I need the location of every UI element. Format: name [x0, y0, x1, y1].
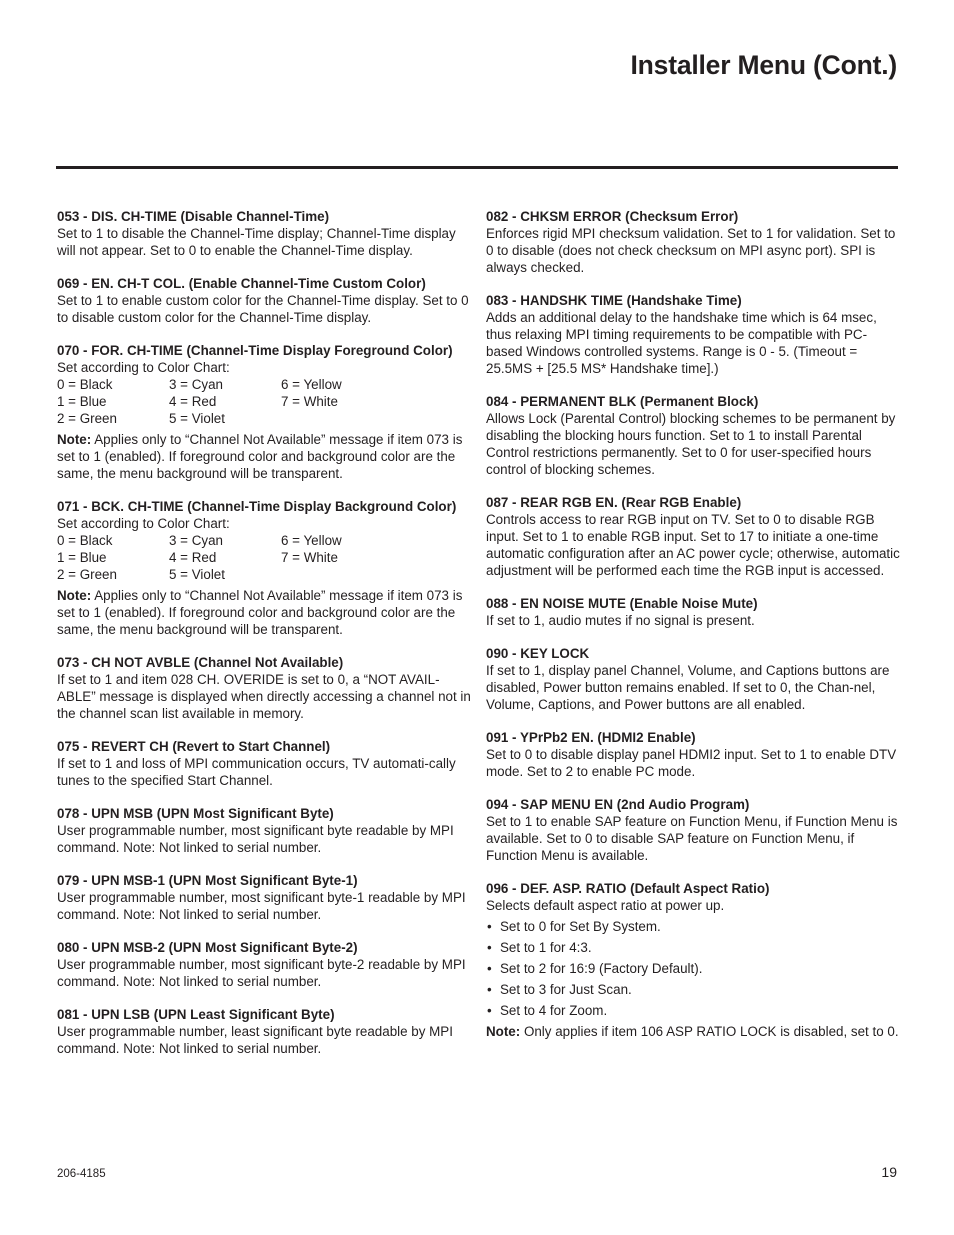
menu-item-description: Enforces rigid MPI checksum validation. Set to 1 for validation. Set to 0 to disable (does not check checksum on MPI async port). SPI is always checked.: [486, 226, 896, 275]
menu-item-heading: 071 - BCK. CH-TIME (Channel-Time Display Background Color): [57, 499, 457, 514]
color-chart-entry: 0 = Black: [57, 533, 113, 548]
color-chart-entry: 7 = White: [281, 550, 338, 565]
color-chart-entry: 3 = Cyan: [169, 377, 223, 392]
option-list-item: [486, 960, 902, 977]
menu-item-section: [57, 654, 477, 722]
page-title: Installer Menu (Cont.): [630, 50, 897, 80]
color-chart-entry: 5 = Violet: [169, 567, 225, 582]
menu-item-description: Set according to Color Chart:: [57, 360, 230, 375]
menu-item-section: [57, 498, 477, 638]
menu-item-heading: 081 - UPN LSB (UPN Least Significant Byte): [57, 1007, 335, 1022]
title-divider: [56, 166, 898, 169]
menu-item-heading: 088 - EN NOISE MUTE (Enable Noise Mute): [486, 596, 758, 611]
menu-item-heading: 053 - DIS. CH-TIME (Disable Channel-Time): [57, 209, 330, 224]
menu-item-section: [486, 796, 902, 864]
note-text: [486, 1023, 902, 1040]
menu-item-section: [57, 872, 477, 923]
bullet-icon: •: [487, 961, 492, 976]
option-text: Set to 3 for Just Scan.: [500, 982, 632, 997]
menu-item-heading: 096 - DEF. ASP. RATIO (Default Aspect Ratio): [486, 881, 770, 896]
note-text: [57, 431, 477, 482]
menu-item-description: User programmable number, most significant byte readable by MPI command. Note: Not linked to serial number.: [57, 823, 454, 855]
color-chart-entry: 1 = Blue: [57, 394, 107, 409]
menu-item-description: Set to 1 to enable SAP feature on Function Menu, if Function Menu is available. Set to 0 to disable SAP feature on Function Menu, if Function Menu is available.: [486, 814, 898, 863]
menu-item-section: [57, 805, 477, 856]
document-number: 206-4185: [57, 1168, 106, 1180]
menu-item-description: User programmable number, least significant byte readable by MPI command. Note: Not linked to serial number.: [57, 1024, 453, 1056]
menu-item-section: [57, 275, 477, 326]
menu-item-heading: 070 - FOR. CH-TIME (Channel-Time Display Foreground Color): [57, 343, 453, 358]
color-chart-row: [57, 376, 477, 393]
color-chart-entry: 6 = Yellow: [281, 377, 342, 392]
color-chart-entry: 5 = Violet: [169, 411, 225, 426]
option-list: [486, 918, 902, 1019]
menu-item-section: [57, 939, 477, 990]
option-list-item: [486, 1002, 902, 1019]
note-label: Note:: [486, 1024, 521, 1039]
menu-item-description: Set to 1 to enable custom color for the Channel-Time display. Set to 0 to disable custom color for the Channel-Time display.: [57, 293, 469, 325]
color-chart-row: [57, 393, 477, 410]
color-chart-row: [57, 549, 477, 566]
menu-item-heading: 069 - EN. CH-T COL. (Enable Channel-Time Custom Color): [57, 276, 426, 291]
menu-item-description: Controls access to rear RGB input on TV. Set to 0 to disable RGB input. Set to 1 to enable RGB input. Set to 17 to initiate a one-time automatic configuration after an AC power cycle; otherwise, automatic adjustment will be performed each time the RGB input is accessed.: [486, 512, 900, 578]
color-chart-entry: 4 = Red: [169, 550, 217, 565]
color-chart-row: [57, 566, 477, 583]
note-label: Note:: [57, 588, 92, 603]
note-text: [57, 587, 477, 638]
color-chart: [57, 532, 477, 583]
page-number: 19: [881, 1164, 897, 1180]
note-label: Note:: [57, 432, 92, 447]
menu-item-heading: 091 - YPrPb2 EN. (HDMI2 Enable): [486, 730, 696, 745]
option-text: Set to 4 for Zoom.: [500, 1003, 608, 1018]
color-chart-entry: 1 = Blue: [57, 550, 107, 565]
color-chart-entry: 0 = Black: [57, 377, 113, 392]
menu-item-section: [486, 208, 902, 276]
menu-item-description: User programmable number, most significant byte-2 readable by MPI command. Note: Not linked to serial number.: [57, 957, 466, 989]
menu-item-description: If set to 1, audio mutes if no signal is present.: [486, 613, 755, 628]
menu-item-heading: 078 - UPN MSB (UPN Most Significant Byte): [57, 806, 334, 821]
note-body: Applies only to “Channel Not Available” message if item 073 is set to 1 (enabled). If foreground color and background color are the same, the menu background will be transparent.: [57, 432, 463, 481]
menu-item-section: [486, 645, 902, 713]
menu-item-description: Set to 1 to disable the Channel-Time display; Channel-Time display will not appear. Set to 0 to enable the Channel-Time display.: [57, 226, 456, 258]
left-column: [57, 208, 477, 1073]
menu-item-heading: 075 - REVERT CH (Revert to Start Channel): [57, 739, 331, 754]
menu-item-description: Adds an additional delay to the handshake time which is 64 msec, thus relaxing MPI timing requirements to be compatible with PC-based Windows controlled systems. Range is 0 - 5. (Timeout = 25.5MS + [25.5 MS* Handshake time].): [486, 310, 877, 376]
menu-item-heading: 080 - UPN MSB-2 (UPN Most Significant Byte-2): [57, 940, 358, 955]
menu-item-section: [486, 595, 902, 629]
color-chart-entry: 6 = Yellow: [281, 533, 342, 548]
note-body: Only applies if item 106 ASP RATIO LOCK is disabled, set to 0.: [520, 1024, 899, 1039]
option-list-item: [486, 981, 902, 998]
menu-item-section: [57, 738, 477, 789]
option-text: Set to 0 for Set By System.: [500, 919, 661, 934]
option-text: Set to 1 for 4:3.: [500, 940, 592, 955]
color-chart-entry: 7 = White: [281, 394, 338, 409]
color-chart-entry: 2 = Green: [57, 567, 117, 582]
menu-item-description: Set to 0 to disable display panel HDMI2 input. Set to 1 to enable DTV mode. Set to 2 to enable PC mode.: [486, 747, 897, 779]
menu-item-description: If set to 1 and loss of MPI communication occurs, TV automati-cally tunes to the specified Start Channel.: [57, 756, 456, 788]
menu-item-description: If set to 1 and item 028 CH. OVERIDE is set to 0, a “NOT AVAIL-ABLE” message is displayed when directly accessing a channel not in the channel scan list available in memory.: [57, 672, 471, 721]
menu-item-heading: 084 - PERMANENT BLK (Permanent Block): [486, 394, 759, 409]
menu-item-section: [486, 880, 902, 1040]
menu-item-section: [486, 494, 902, 579]
menu-item-heading: 083 - HANDSHK TIME (Handshake Time): [486, 293, 742, 308]
menu-item-description: Selects default aspect ratio at power up.: [486, 898, 725, 913]
menu-item-description: If set to 1, display panel Channel, Volume, and Captions buttons are disabled, Power button remains enabled. If set to 0, the Chan-nel, Volume, Captions, and Power buttons are all enabled.: [486, 663, 890, 712]
menu-item-heading: 090 - KEY LOCK: [486, 646, 590, 661]
color-chart-entry: [281, 410, 393, 427]
color-chart-row: [57, 532, 477, 549]
option-list-item: [486, 918, 902, 935]
menu-item-section: [486, 292, 902, 377]
color-chart-row: [57, 410, 477, 427]
menu-item-section: [57, 1006, 477, 1057]
menu-item-section: [57, 208, 477, 259]
note-body: Applies only to “Channel Not Available” message if item 073 is set to 1 (enabled). If foreground color and background color are the same, the menu background will be transparent.: [57, 588, 463, 637]
color-chart-entry: 4 = Red: [169, 394, 217, 409]
option-list-item: [486, 939, 902, 956]
menu-item-heading: 073 - CH NOT AVBLE (Channel Not Available): [57, 655, 344, 670]
menu-item-heading: 094 - SAP MENU EN (2nd Audio Program): [486, 797, 750, 812]
menu-item-description: Allows Lock (Parental Control) blocking schemes to be permanent by disabling the blocking hours function. Set to 1 to install Parental Control restrictions permanently. Set to 0 for user-specified hours control of blocking schemes.: [486, 411, 896, 477]
menu-item-description: Set according to Color Chart:: [57, 516, 230, 531]
menu-item-section: [486, 393, 902, 478]
menu-item-heading: 082 - CHKSM ERROR (Checksum Error): [486, 209, 739, 224]
bullet-icon: •: [487, 919, 492, 934]
bullet-icon: •: [487, 940, 492, 955]
menu-item-section: [57, 342, 477, 482]
menu-item-heading: 079 - UPN MSB-1 (UPN Most Significant Byte-1): [57, 873, 358, 888]
bullet-icon: •: [487, 982, 492, 997]
menu-item-description: User programmable number, most significant byte-1 readable by MPI command. Note: Not linked to serial number.: [57, 890, 466, 922]
color-chart-entry: 3 = Cyan: [169, 533, 223, 548]
bullet-icon: •: [487, 1003, 492, 1018]
right-column: [486, 208, 902, 1056]
color-chart-entry: 2 = Green: [57, 411, 117, 426]
menu-item-section: [486, 729, 902, 780]
color-chart: [57, 376, 477, 427]
menu-item-heading: 087 - REAR RGB EN. (Rear RGB Enable): [486, 495, 742, 510]
option-text: Set to 2 for 16:9 (Factory Default).: [500, 961, 703, 976]
color-chart-entry: [281, 566, 393, 583]
